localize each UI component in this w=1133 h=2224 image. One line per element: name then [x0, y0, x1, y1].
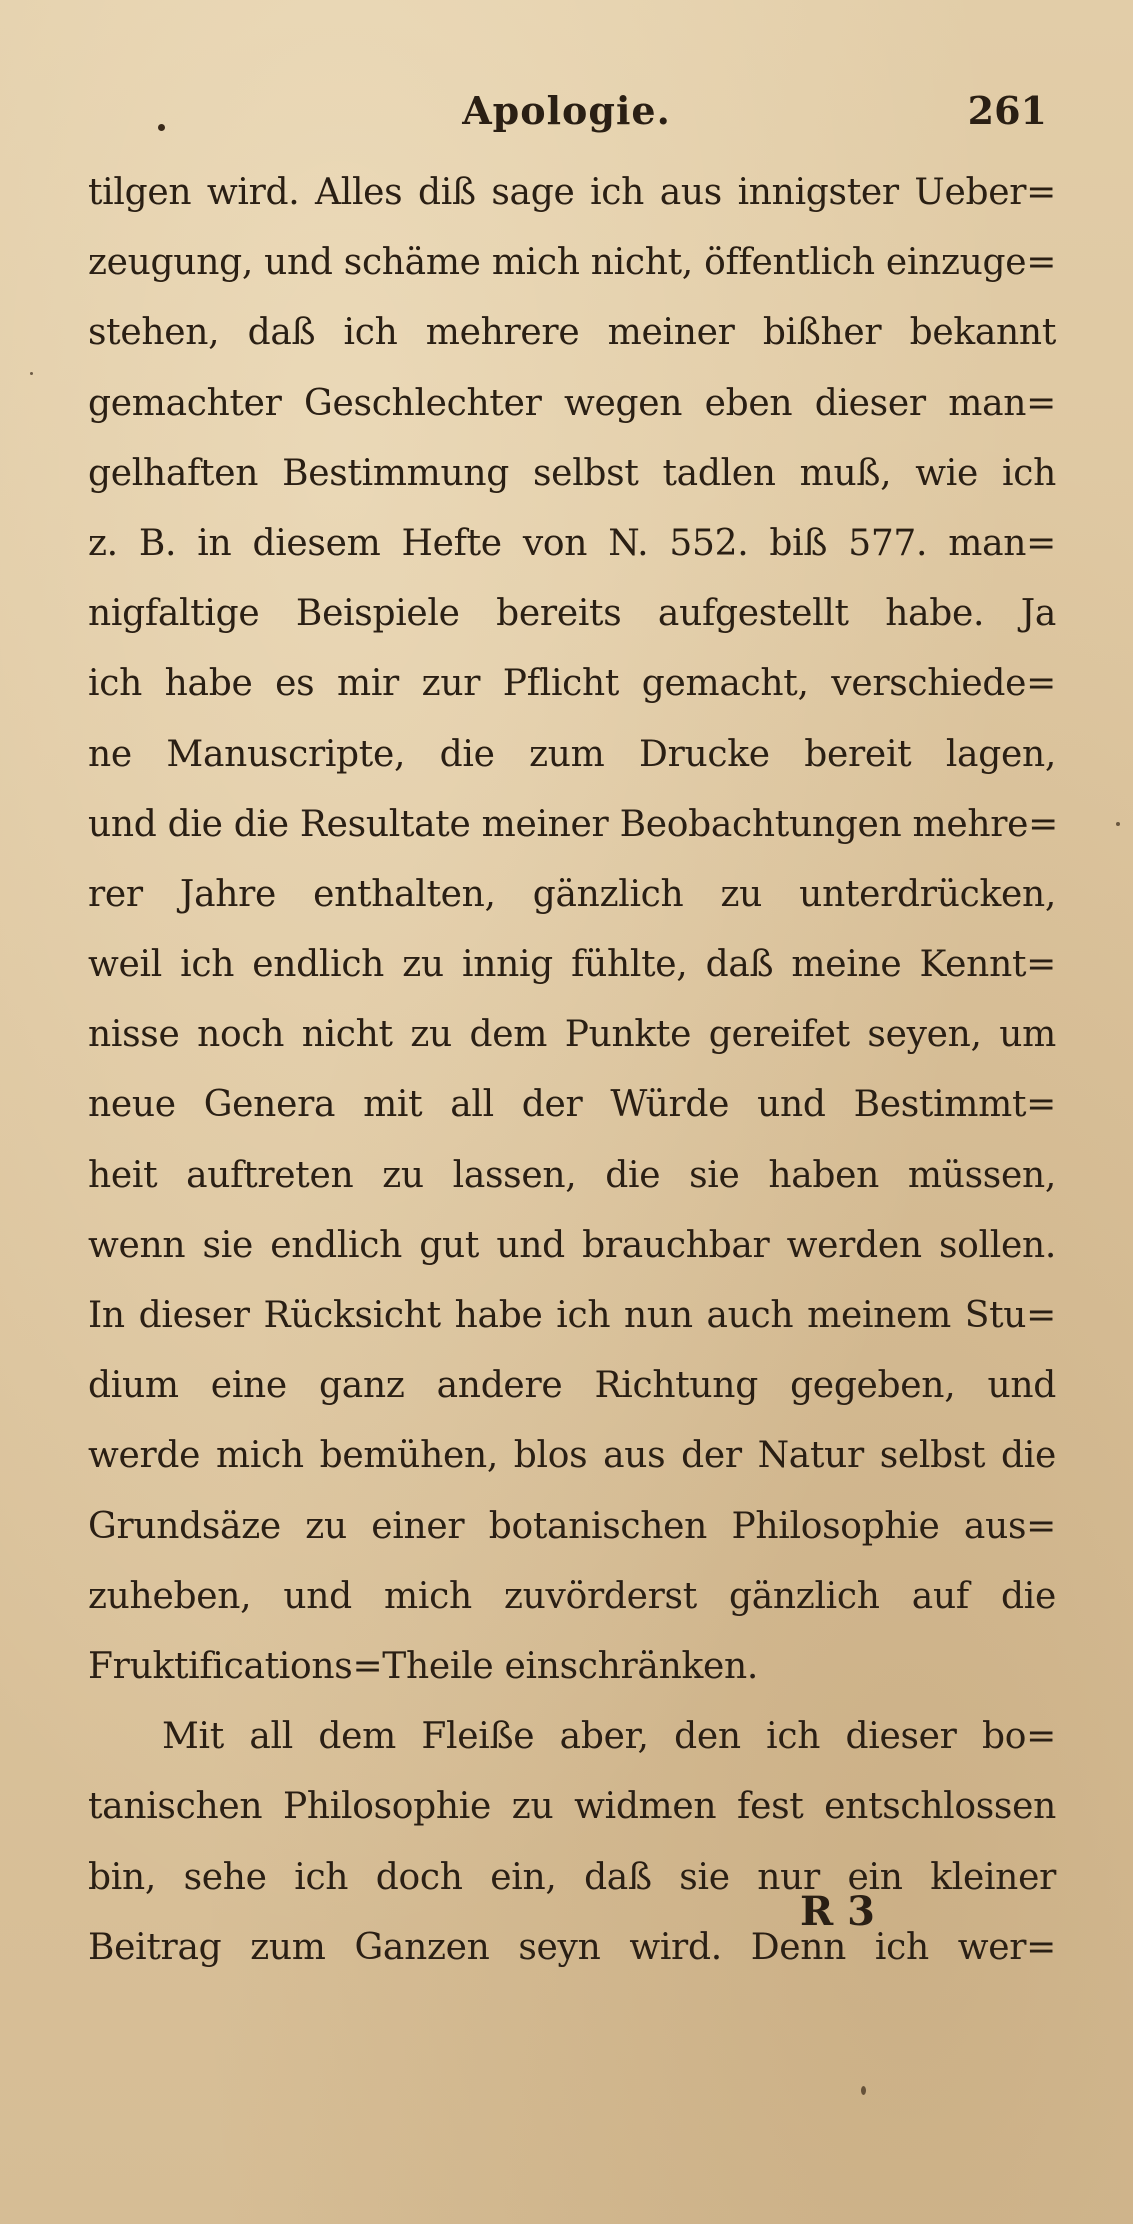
text-line: stehen, daß ich mehrere meiner bißher bekannt: [88, 312, 1056, 354]
text-line: gemachter Geschlechter wegen eben dieser man=: [88, 382, 1056, 424]
text-line: Beitrag zum Ganzen seyn wird. Denn ich wer=: [88, 1926, 1056, 1968]
text-line: tanischen Philosophie zu widmen fest entschlossen: [88, 1786, 1056, 1828]
running-head: Apologie.: [462, 88, 671, 133]
text-line: nisse noch nicht zu dem Punkte gereifet seyen, um: [88, 1014, 1056, 1056]
text-line: ich habe es mir zur Pflicht gemacht, verschiede=: [88, 663, 1056, 705]
text-line: z. B. in diesem Hefte von N. 552. biß 577. man=: [88, 522, 1056, 564]
text-line: tilgen wird. Alles diß sage ich aus innigster Ueber=: [88, 172, 1056, 213]
text-line: zeugung, und schäme mich nicht, öffentlich einzuge=: [88, 242, 1057, 284]
paragraph-start-line: Mit all dem Fleiße aber, den ich dieser bo=: [162, 1716, 1056, 1758]
ink-speck: [30, 372, 33, 375]
text-line: gelhaften Bestimmung selbst tadlen muß, wie ich: [88, 452, 1056, 494]
page-number: 261: [967, 88, 1047, 133]
text-line: werde mich bemühen, blos aus der Natur selbst die: [88, 1435, 1056, 1477]
text-line: dium eine ganz andere Richtung gegeben, und: [88, 1365, 1056, 1407]
ink-speck: [861, 2086, 866, 2095]
ink-speck: [1116, 822, 1120, 826]
text-line: In dieser Rücksicht habe ich nun auch meinem Stu=: [88, 1295, 1056, 1336]
text-line: bin, sehe ich doch ein, daß sie nur ein kleiner: [88, 1856, 1056, 1898]
text-line: wenn sie endlich gut und brauchbar werden sollen.: [88, 1224, 1056, 1266]
text-line: weil ich endlich zu innig fühlte, daß meine Kennt=: [88, 944, 1056, 986]
text-line: und die die Resultate meiner Beobachtungen mehre=: [88, 803, 1059, 845]
paragraph-end-line: Fruktifications=Theile einschränken.: [88, 1645, 759, 1687]
text-line: nigfaltige Beispiele bereits aufgestellt habe. Ja: [88, 593, 1056, 635]
body-text: [88, 158, 1059, 1983]
text-line: zuheben, und mich zuvörderst gänzlich auf die: [88, 1575, 1056, 1617]
text-line: rer Jahre enthalten, gänzlich zu unterdrücken,: [88, 873, 1056, 915]
text-line: Grundsäze zu einer botanischen Philosophie aus=: [88, 1505, 1056, 1547]
signature-mark: R 3: [800, 1888, 875, 1935]
text-line: ne Manuscripte, die zum Drucke bereit lagen,: [88, 733, 1056, 775]
text-line: heit auftreten zu lassen, die sie haben müssen,: [88, 1154, 1056, 1196]
text-line: neue Genera mit all der Würde und Bestimmt=: [88, 1084, 1056, 1126]
page-header: [0, 82, 1133, 142]
